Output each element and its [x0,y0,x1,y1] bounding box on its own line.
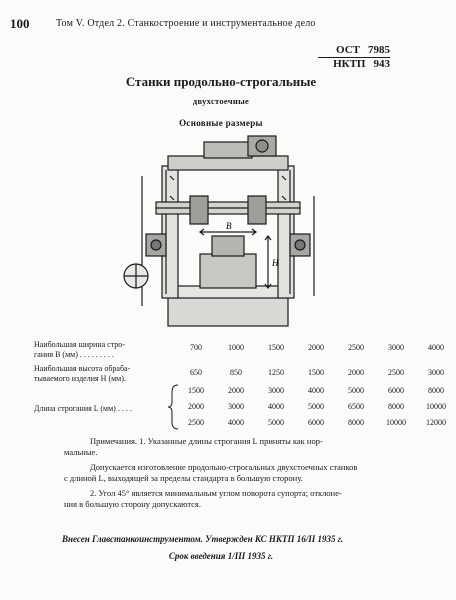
note-para-line-2: с длиной L, выходящей за пределы стандарта в большую сторону. [64,473,303,483]
table-cell: 1500 [188,386,204,395]
width-row-values [176,343,456,352]
table-cell: 10000 [386,418,406,427]
height-row-values [176,368,456,377]
length-row-label: Длина строгания L (мм) . . . . [34,404,132,413]
table-cell: 650 [190,368,202,377]
table-cell: 1500 [268,343,284,352]
page-title: Станки продольно-строгальные [125,74,317,89]
width-row-label-1: Наибольшая ширина стро- [34,340,125,349]
table-cell: 2500 [188,418,204,427]
table-cell: 2500 [388,368,404,377]
table-cell: 1250 [268,368,284,377]
height-row-label-2: тываемого изделия H (мм). [34,374,126,383]
table-cell: 3000 [228,402,244,411]
dimension-h-label: H [272,258,279,268]
table-cell: 1500 [308,368,324,377]
dimension-b-label: B [226,221,232,231]
nktp-number: 943 [373,58,390,70]
footer-effective-date: Срок введения 1/III 1935 г. [168,551,274,561]
table-cell: 700 [190,343,202,352]
table-cell: 2000 [228,386,244,395]
standard-code [318,44,390,71]
nktp-label: НКТП [333,58,366,70]
note-para-line-1: Допускается изготовление продольно-строгальных двухстоечных станков [90,462,358,472]
table-cell: 2000 [308,343,324,352]
table-cell: 6000 [308,418,324,427]
table-cell: 8000 [428,386,444,395]
length-row-values [176,402,456,411]
page-subtitle: двухстоечные [192,96,250,106]
note-2-line-2: ния в большую сторону допускаются. [64,499,201,509]
table-cell: 3000 [388,343,404,352]
table-cell: 4000 [268,402,284,411]
table-cell: 3000 [428,368,444,377]
running-title: Том V. Отдел 2. Станкостроение и инструментальное дело [56,18,316,29]
table-cell: 5000 [348,386,364,395]
table-cell: 8000 [348,418,364,427]
table-cell: 2500 [348,343,364,352]
table-cell: 6500 [348,402,364,411]
table-cell: 1000 [228,343,244,352]
length-row-values [176,418,456,427]
page-number: 100 [10,16,30,31]
table-cell: 5000 [308,402,324,411]
planer-machine-drawing [118,136,328,336]
note-2-line-1: 2. Угол 45° является минимальным углом поворота супорта; отклоне- [90,488,342,498]
section-heading: Основные размеры [179,118,263,128]
table-cell: 3000 [268,386,284,395]
table-cell: 12000 [426,418,446,427]
table-cell: 10000 [426,402,446,411]
height-row-label-1: Наибольшая высота обраба- [34,364,131,373]
ost-label: ОСТ [336,44,360,56]
table-cell: 2000 [348,368,364,377]
table-cell: 2000 [188,402,204,411]
table-cell: 4000 [228,418,244,427]
width-row-label-2: гания B (мм) . . . . . . . . . [34,350,114,359]
table-cell: 6000 [388,386,404,395]
table-cell: 8000 [388,402,404,411]
footer-approval: Внесен Главстанкоинструментом. Утвержден КС НКТП 16/II 1935 г. [62,534,344,544]
note-1-line-1: Примечания. 1. Указанные длины строгания L приняты как нор- [90,436,323,446]
note-1-line-2: мальные. [64,447,98,457]
ost-number: 7985 [368,44,390,56]
table-cell: 850 [230,368,242,377]
table-cell: 5000 [268,418,284,427]
table-cell: 4000 [428,343,444,352]
table-cell: 4000 [308,386,324,395]
length-row-values [176,386,456,395]
